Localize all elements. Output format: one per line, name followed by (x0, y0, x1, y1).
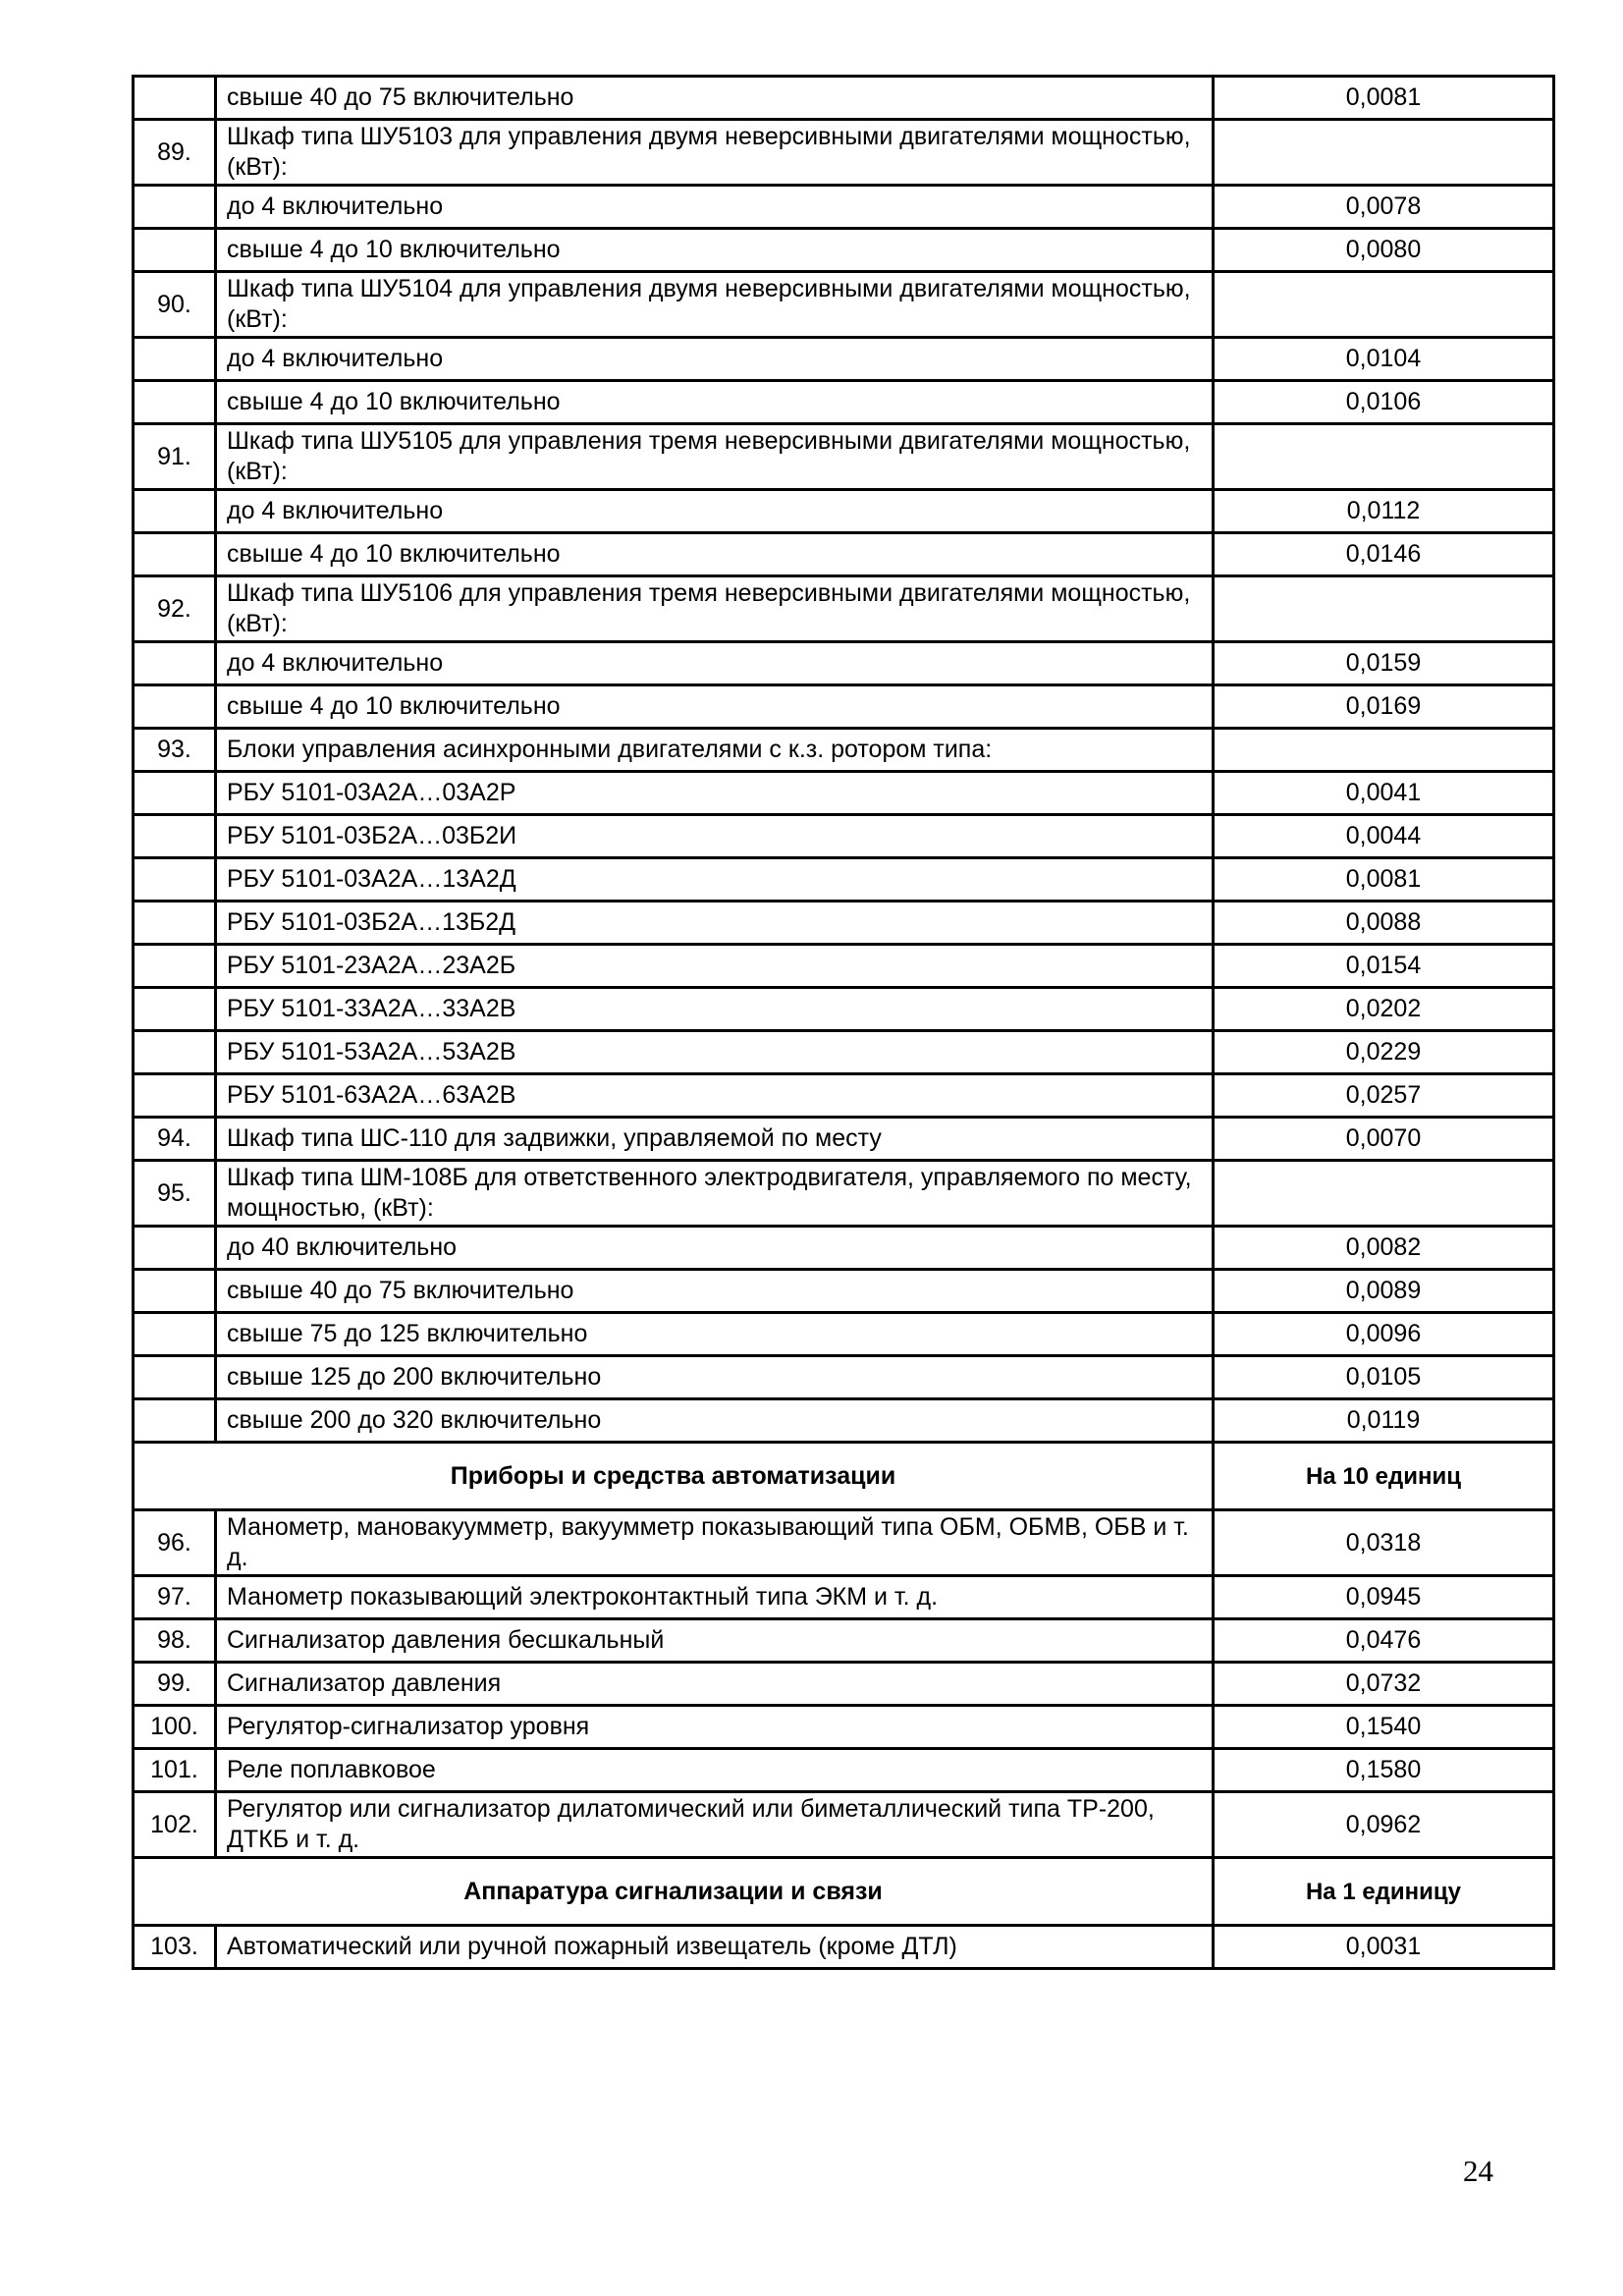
row-value (1214, 272, 1554, 338)
table-row (134, 424, 1554, 490)
row-description: Автоматический или ручной пожарный извещатель (кроме ДТЛ) (216, 1926, 1214, 1969)
row-description: Шкаф типа ШУ5104 для управления двумя неверсивными двигателями мощностью, (кВт): (216, 272, 1214, 338)
row-number: 94. (134, 1118, 216, 1161)
section-header-row (134, 1858, 1554, 1926)
table-row (134, 1031, 1554, 1074)
row-number (134, 815, 216, 858)
table-row (134, 685, 1554, 729)
row-value: 0,0154 (1214, 945, 1554, 988)
row-value: 0,0031 (1214, 1926, 1554, 1969)
row-value: 0,0081 (1214, 858, 1554, 902)
row-number: 98. (134, 1619, 216, 1663)
row-number (134, 1031, 216, 1074)
row-description: Шкаф типа ШУ5105 для управления тремя неверсивными двигателями мощностью, (кВт): (216, 424, 1214, 490)
table-row (134, 1619, 1554, 1663)
row-value (1214, 576, 1554, 642)
row-number: 91. (134, 424, 216, 490)
row-number: 92. (134, 576, 216, 642)
section-header-row (134, 1443, 1554, 1510)
table-row (134, 988, 1554, 1031)
row-description: Шкаф типа ШУ5106 для управления тремя неверсивными двигателями мощностью, (кВт): (216, 576, 1214, 642)
row-number (134, 1399, 216, 1443)
row-number: 89. (134, 120, 216, 186)
row-number: 90. (134, 272, 216, 338)
table-row (134, 120, 1554, 186)
row-number (134, 1074, 216, 1118)
section-title: Аппаратура сигнализации и связи (134, 1858, 1214, 1926)
rates-table-body (134, 77, 1554, 1969)
table-row (134, 1074, 1554, 1118)
row-value: 0,0044 (1214, 815, 1554, 858)
row-value: 0,0169 (1214, 685, 1554, 729)
table-row (134, 1926, 1554, 1969)
row-number (134, 858, 216, 902)
row-description: до 4 включительно (216, 642, 1214, 685)
row-description: до 4 включительно (216, 490, 1214, 533)
table-row (134, 272, 1554, 338)
row-description: Манометр показывающий электроконтактный типа ЭКМ и т. д. (216, 1576, 1214, 1619)
table-row (134, 229, 1554, 272)
row-description: Манометр, мановакуумметр, вакуумметр показывающий типа ОБМ, ОБМВ, ОБВ и т. д. (216, 1510, 1214, 1576)
table-row (134, 533, 1554, 576)
table-row (134, 1270, 1554, 1313)
table-row (134, 902, 1554, 945)
row-value: 0,0112 (1214, 490, 1554, 533)
row-value: 0,0106 (1214, 381, 1554, 424)
page-number: 24 (1463, 2154, 1493, 2188)
row-number: 102. (134, 1792, 216, 1858)
row-number: 100. (134, 1706, 216, 1749)
row-description: РБУ 5101-23А2А…23А2Б (216, 945, 1214, 988)
row-value: 0,0146 (1214, 533, 1554, 576)
row-value: 0,0202 (1214, 988, 1554, 1031)
row-number (134, 988, 216, 1031)
table-row (134, 381, 1554, 424)
row-description: РБУ 5101-03Б2А…13Б2Д (216, 902, 1214, 945)
row-description: свыше 75 до 125 включительно (216, 1313, 1214, 1356)
row-number (134, 1227, 216, 1270)
row-description: свыше 4 до 10 включительно (216, 229, 1214, 272)
row-description: свыше 4 до 10 включительно (216, 685, 1214, 729)
row-description: РБУ 5101-33А2А…33А2В (216, 988, 1214, 1031)
table-row (134, 1399, 1554, 1443)
table-row (134, 1313, 1554, 1356)
section-unit: На 10 единиц (1214, 1443, 1554, 1510)
row-value: 0,0078 (1214, 186, 1554, 229)
row-value: 0,0088 (1214, 902, 1554, 945)
row-number (134, 338, 216, 381)
row-description: свыше 40 до 75 включительно (216, 1270, 1214, 1313)
row-number: 96. (134, 1510, 216, 1576)
row-value: 0,0119 (1214, 1399, 1554, 1443)
row-number (134, 642, 216, 685)
row-value (1214, 729, 1554, 772)
row-description: Регулятор или сигнализатор дилатомический или биметаллический типа ТР-200, ДТКБ и т. д. (216, 1792, 1214, 1858)
row-value: 0,0089 (1214, 1270, 1554, 1313)
table-row (134, 1706, 1554, 1749)
row-value: 0,1540 (1214, 1706, 1554, 1749)
row-number: 99. (134, 1663, 216, 1706)
row-number (134, 1356, 216, 1399)
row-value: 0,0318 (1214, 1510, 1554, 1576)
row-value: 0,0082 (1214, 1227, 1554, 1270)
table-row (134, 945, 1554, 988)
row-description: Сигнализатор давления (216, 1663, 1214, 1706)
rates-table (132, 75, 1555, 1970)
row-value: 0,0041 (1214, 772, 1554, 815)
row-value: 0,0732 (1214, 1663, 1554, 1706)
row-description: свыше 40 до 75 включительно (216, 77, 1214, 120)
row-value (1214, 424, 1554, 490)
row-number: 103. (134, 1926, 216, 1969)
row-number: 95. (134, 1161, 216, 1227)
row-value: 0,0229 (1214, 1031, 1554, 1074)
row-value: 0,0105 (1214, 1356, 1554, 1399)
table-row (134, 186, 1554, 229)
table-row (134, 1161, 1554, 1227)
row-description: РБУ 5101-53А2А…53А2В (216, 1031, 1214, 1074)
row-value: 0,0080 (1214, 229, 1554, 272)
row-description: Сигнализатор давления бесшкальный (216, 1619, 1214, 1663)
row-number: 93. (134, 729, 216, 772)
table-row (134, 576, 1554, 642)
row-number (134, 533, 216, 576)
row-value: 0,0070 (1214, 1118, 1554, 1161)
row-number (134, 77, 216, 120)
row-description: Регулятор-сигнализатор уровня (216, 1706, 1214, 1749)
row-description: свыше 4 до 10 включительно (216, 533, 1214, 576)
row-description: свыше 4 до 10 включительно (216, 381, 1214, 424)
row-description: Шкаф типа ШМ-108Б для ответственного электродвигателя, управляемого по месту, мощностью, (кВт): (216, 1161, 1214, 1227)
row-number (134, 186, 216, 229)
table-row (134, 815, 1554, 858)
row-description: свыше 200 до 320 включительно (216, 1399, 1214, 1443)
table-row (134, 338, 1554, 381)
row-value: 0,0104 (1214, 338, 1554, 381)
row-number: 101. (134, 1749, 216, 1792)
row-description: РБУ 5101-03А2А…03А2Р (216, 772, 1214, 815)
table-row (134, 1227, 1554, 1270)
row-description: Шкаф типа ШС-110 для задвижки, управляемой по месту (216, 1118, 1214, 1161)
row-number: 97. (134, 1576, 216, 1619)
section-unit: На 1 единицу (1214, 1858, 1554, 1926)
row-number (134, 381, 216, 424)
row-value: 0,0476 (1214, 1619, 1554, 1663)
row-value: 0,0962 (1214, 1792, 1554, 1858)
row-description: до 4 включительно (216, 338, 1214, 381)
row-description: Реле поплавковое (216, 1749, 1214, 1792)
row-description: РБУ 5101-63А2А…63А2В (216, 1074, 1214, 1118)
row-value: 0,0081 (1214, 77, 1554, 120)
row-description: до 4 включительно (216, 186, 1214, 229)
row-number (134, 685, 216, 729)
row-value (1214, 120, 1554, 186)
row-number (134, 945, 216, 988)
row-number (134, 490, 216, 533)
row-description: до 40 включительно (216, 1227, 1214, 1270)
table-row (134, 1792, 1554, 1858)
table-row (134, 490, 1554, 533)
row-number (134, 1313, 216, 1356)
row-value (1214, 1161, 1554, 1227)
table-row (134, 1356, 1554, 1399)
table-row (134, 1663, 1554, 1706)
row-value: 0,0945 (1214, 1576, 1554, 1619)
section-title: Приборы и средства автоматизации (134, 1443, 1214, 1510)
row-description: РБУ 5101-03Б2А…03Б2И (216, 815, 1214, 858)
row-value: 0,1580 (1214, 1749, 1554, 1792)
table-row (134, 858, 1554, 902)
table-row (134, 77, 1554, 120)
table-row (134, 1118, 1554, 1161)
row-value: 0,0159 (1214, 642, 1554, 685)
row-description: Шкаф типа ШУ5103 для управления двумя неверсивными двигателями мощностью, (кВт): (216, 120, 1214, 186)
table-row (134, 642, 1554, 685)
row-number (134, 1270, 216, 1313)
table-row (134, 729, 1554, 772)
row-number (134, 229, 216, 272)
row-value: 0,0096 (1214, 1313, 1554, 1356)
table-row (134, 1576, 1554, 1619)
row-number (134, 902, 216, 945)
row-number (134, 772, 216, 815)
table-row (134, 772, 1554, 815)
row-description: РБУ 5101-03А2А…13А2Д (216, 858, 1214, 902)
row-value: 0,0257 (1214, 1074, 1554, 1118)
table-row (134, 1749, 1554, 1792)
table-row (134, 1510, 1554, 1576)
row-description: свыше 125 до 200 включительно (216, 1356, 1214, 1399)
row-description: Блоки управления асинхронными двигателями с к.з. ротором типа: (216, 729, 1214, 772)
